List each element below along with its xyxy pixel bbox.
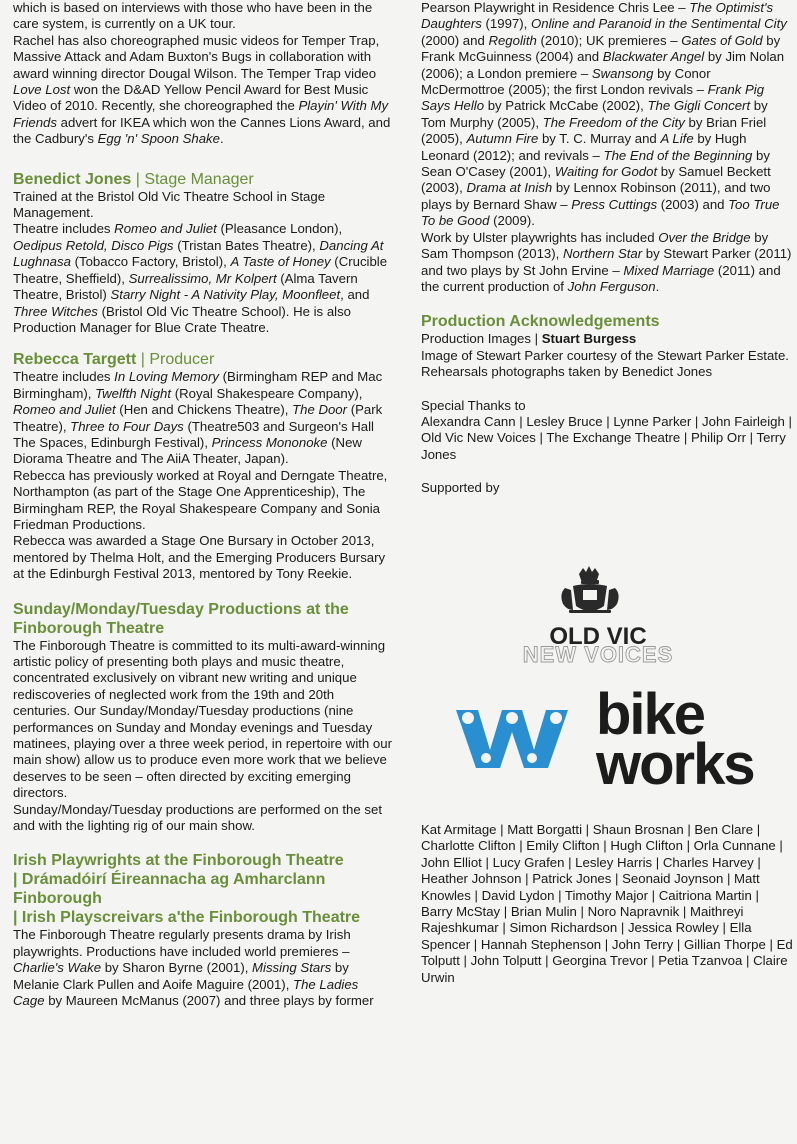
left-column: [13, 0, 393, 1010]
supporters-names: Kat Armitage | Matt Borgatti | Shaun Brosnan | Ben Clare | Charlotte Clifton | Emily Clifton | Hugh Clifton | Orla Cunnane | John Elliot | Lucy Grafen | Lesley Harris | Charles Harvey | Heather Johnson | Patrick Jones | Seonaid Joynson | Matt Knowles | David Lydon | Timothy Major | Caitriona Martin | Barry McStay | Brian Mulin | Noro Napravnik | Maithreyi Rajeshkumar | Simon Richardson | Jessica Rowley | Ella Spencer | Hannah Stephenson | John Terry | Gillian Thorpe | Ed Tolputt | John Tolputt | Georgina Trevor | Petia Tzanvoa | Claire Urwin: [421, 822, 793, 985]
title-run: Press Cuttings: [571, 196, 658, 212]
text-run: (Tobacco Factory, Bristol),: [70, 254, 231, 270]
benedict-jones-training: Trained at the Bristol Old Vic Theatre School in Stage Management.: [13, 188, 326, 221]
text-run: , and: [340, 287, 370, 303]
title-run: Oedipus Retold, Disco Pigs: [13, 237, 174, 253]
svg-text:NEW VOICES: NEW VOICES: [522, 642, 674, 667]
title-run: Twelfth Night: [95, 385, 172, 401]
title-run: The Optimist's Daughters: [421, 0, 774, 32]
rebecca-targett-bursary: Rebecca was awarded a Stage One Bursary in October 2013, mentored by Thelma Holt, and the Emerging Producers Bursary at the Edinburgh Festival 2013, mentored by Tony Reekie.: [13, 533, 386, 582]
title-run: Frank Pig Says Hello: [421, 82, 765, 114]
text-run: (2003) and: [657, 196, 729, 212]
benedict-jones-heading: Benedict Jones | Stage Manager: [13, 170, 254, 188]
text-run: by Tom Murphy (2005),: [421, 98, 768, 130]
text-run: (Pleasance London),: [216, 221, 343, 237]
text-run: by Conor McDermottroe (2005); the first London revivals –: [421, 65, 711, 98]
title-run: Swansong: [591, 65, 654, 81]
irish-playwrights-heading: Irish Playwrights at the Finborough Theatre | Drámadóirí Éireannacha ag Amharclann Finborough | Irish Playscreivars a'the Finborough Theatre: [13, 852, 361, 927]
text-run: by Melanie Clark Pullen and Aoife Maguire (2001),: [13, 960, 349, 992]
text-run: by Hugh Leonard (2012); and revivals –: [421, 131, 747, 163]
bikeworks-logo: [446, 682, 776, 802]
text-run: by Brian Friel (2005),: [421, 114, 767, 147]
supporters-section: [421, 822, 793, 986]
text-run: by Samuel Beckett (2003),: [421, 164, 771, 196]
text-run: The Finborough Theatre regularly presents drama by Irish playwrights. Productions have included world premieres –: [13, 927, 351, 959]
text-run: (2011) and the current production of: [421, 262, 781, 294]
title-run: The Gigli Concert: [647, 98, 751, 114]
text-run: (Crucible Theatre, Sheffield),: [13, 254, 388, 286]
text-run: (2010); UK premieres –: [536, 32, 682, 48]
title-run: Blackwater Angel: [602, 49, 705, 65]
old-vic-new-voices-logo: [495, 562, 700, 667]
title-run: Waiting for Godot: [554, 164, 658, 180]
text-run: Theatre includes: [13, 221, 115, 237]
text-run: (Bristol Old Vic Theatre School). He is also Production Manager for Blue Crate Theatre.: [13, 303, 352, 335]
smt-productions-policy: The Finborough Theatre is committed to its multi-award-winning artistic policy of presenting both plays and music theatre, concentrated exclusively on vibrant new writing and unique rediscoveries of neglected work from the 19th and 20th centuries. Our Sunday/Monday/Tuesday productions (nine performances on Sunday and Monday evenings and Tuesday matinees, playing over a three week period, in repertoire with our main show) allow us to produce even more work that we believe deserves to be seen – often directed by exciting emerging directors.: [13, 637, 392, 801]
text-run: by Sam Thompson (2013),: [421, 229, 769, 262]
production-images-credit: Production Images | Stuart Burgess: [421, 331, 637, 347]
title-run: The Ladies Cage: [13, 976, 359, 1009]
text-run: by Patrick McCabe (2002),: [484, 98, 648, 114]
text-run: (Hen and Chickens Theatre),: [115, 402, 293, 418]
title-run: Charlie's Wake: [13, 960, 102, 976]
ulster-playwrights: [421, 230, 793, 296]
text-run: .: [655, 278, 660, 294]
special-thanks-names: Alexandra Cann | Lesley Bruce | Lynne Parker | John Fairleigh | Old Vic New Voices | The Exchange Theatre | Philip Orr | Terry Jones: [421, 413, 792, 462]
text-run: (1997),: [481, 16, 531, 32]
text-run: (Park Theatre),: [13, 402, 383, 434]
text-run: by Lennox Robinson (2011), and two plays by Bernard Shaw –: [421, 180, 771, 212]
irish-playwrights-continued: [421, 0, 793, 230]
text-run: (Tristan Bates Theatre),: [173, 237, 320, 253]
text-run: (Royal Shakespeare Company),: [171, 385, 363, 401]
title-run: Surrealissimo, Mr Kolpert: [128, 270, 277, 286]
smt-productions-set: Sunday/Monday/Tuesday productions are performed on the set and with the lighting rig of our main show.: [13, 801, 382, 834]
text-run: by T. C. Murray and: [538, 131, 661, 147]
intro-paragraph-1: which is based on interviews with those who have been in the care system, is currently on a UK tour.: [13, 0, 373, 32]
production-acknowledgements-heading: Production Acknowledgements: [421, 313, 660, 331]
text-run: (Alma Tavern Theatre, Bristol): [13, 270, 358, 303]
stewart-parker-image-credit: Image of Stewart Parker courtesy of the Stewart Parker Estate.: [421, 347, 789, 363]
benedict-jones-credits: [13, 221, 393, 336]
chain-link-icon: [446, 704, 592, 774]
rebecca-targett-credits: [13, 369, 393, 467]
title-run: Princess Mononoke: [211, 434, 328, 450]
title-run: John Ferguson: [567, 278, 656, 294]
text-run: (2009).: [489, 213, 535, 229]
title-run: Over the Bridge: [658, 229, 751, 245]
title-run: The End of the Beginning: [603, 147, 753, 163]
text-run: by Sharon Byrne (2001),: [101, 960, 253, 976]
right-column: [421, 0, 793, 497]
title-run: Northern Star: [562, 246, 643, 262]
svg-text:OLD VIC: OLD VIC: [549, 623, 647, 650]
title-run: Gates of Gold: [681, 32, 763, 48]
text-run: by Frank McGuinness (2004) and: [421, 32, 781, 65]
text-run: (New Diorama Theatre and The AiiA Theater, Japan).: [13, 434, 362, 467]
title-run: Missing Stars: [252, 960, 332, 976]
text-run: (2000) and: [421, 32, 489, 48]
text-run: Theatre includes: [13, 369, 115, 385]
text-run: by Jim Nolan (2006); a London premiere –: [421, 49, 785, 81]
title-run: Dancing At Lughnasa: [13, 237, 384, 270]
special-thanks-label: Special Thanks to: [421, 397, 526, 413]
title-run: A Life: [660, 131, 694, 147]
title-run: Romeo and Juliet: [114, 221, 217, 237]
text-run: Pearson Playwright in Residence Chris Lee –: [421, 0, 690, 15]
title-run: Online and Paranoid in the Sentimental City: [530, 16, 787, 32]
bikeworks-wordmark: bike works: [596, 682, 754, 797]
text-run: by Stewart Parker (2011) and two plays by St John Ervine –: [421, 246, 792, 278]
title-run: Autumn Fire: [466, 131, 539, 147]
title-run: The Freedom of the City: [542, 114, 685, 130]
text-run: Work by Ulster playwrights has included: [421, 229, 659, 245]
text-run: by Maureen McManus (2007) and three plays by former: [44, 993, 374, 1009]
title-run: Too True To be Good: [421, 196, 780, 229]
intro-paragraph-2: Rachel has also choreographed music videos for Temper Trap, Massive Attack and Adam Buxton's Bugs in collaboration with award winning director Dougal Wilson. The Temper Trap video Love Lost won the D&AD Yellow Pencil Award for Best Music Video of 2010. Recently, she choreographed the Playin' With My Friends advert for IKEA which won the Cannes Lions Award, and the Cadbury's Egg 'n' Spoon Shake.: [13, 32, 391, 147]
title-run: Three to Four Days: [70, 418, 184, 434]
title-run: Regolith: [488, 32, 537, 48]
royal-crest-icon: [495, 562, 700, 667]
rebecca-targett-previous: Rebecca has previously worked at Royal and Derngate Theatre, Northampton (as part of the Stage One Apprenticeship), The Birmingham REP, the Royal Shakespeare Company and Sonia Friedman Productions.: [13, 467, 388, 532]
irish-playwrights-intro: [13, 927, 393, 1009]
title-run: In Loving Memory: [114, 369, 219, 385]
title-run: Starry Night - A Nativity Play, Moonfleet: [110, 287, 341, 303]
supported-by-label: Supported by: [421, 480, 500, 496]
title-run: Mixed Marriage: [623, 262, 715, 278]
title-run: Three Witches: [13, 303, 98, 319]
smt-productions-heading: Sunday/Monday/Tuesday Productions at the Finborough Theatre: [13, 600, 349, 637]
rebecca-targett-heading: Rebecca Targett | Producer: [13, 351, 215, 369]
text-run: by Sean O'Casey (2001),: [421, 147, 770, 180]
title-run: Drama at Inish: [466, 180, 553, 196]
text-run: (Birmingham REP and Mac Birmingham),: [13, 369, 383, 401]
title-run: A Taste of Honey: [230, 254, 331, 270]
title-run: The Door: [292, 402, 348, 418]
rehearsal-photos-credit: Rehearsals photographs taken by Benedict Jones: [421, 364, 713, 380]
title-run: Romeo and Juliet: [13, 402, 116, 418]
text-run: (Theatre503 and Surgeon's Hall The Spaces, Edinburgh Festival),: [13, 418, 374, 450]
